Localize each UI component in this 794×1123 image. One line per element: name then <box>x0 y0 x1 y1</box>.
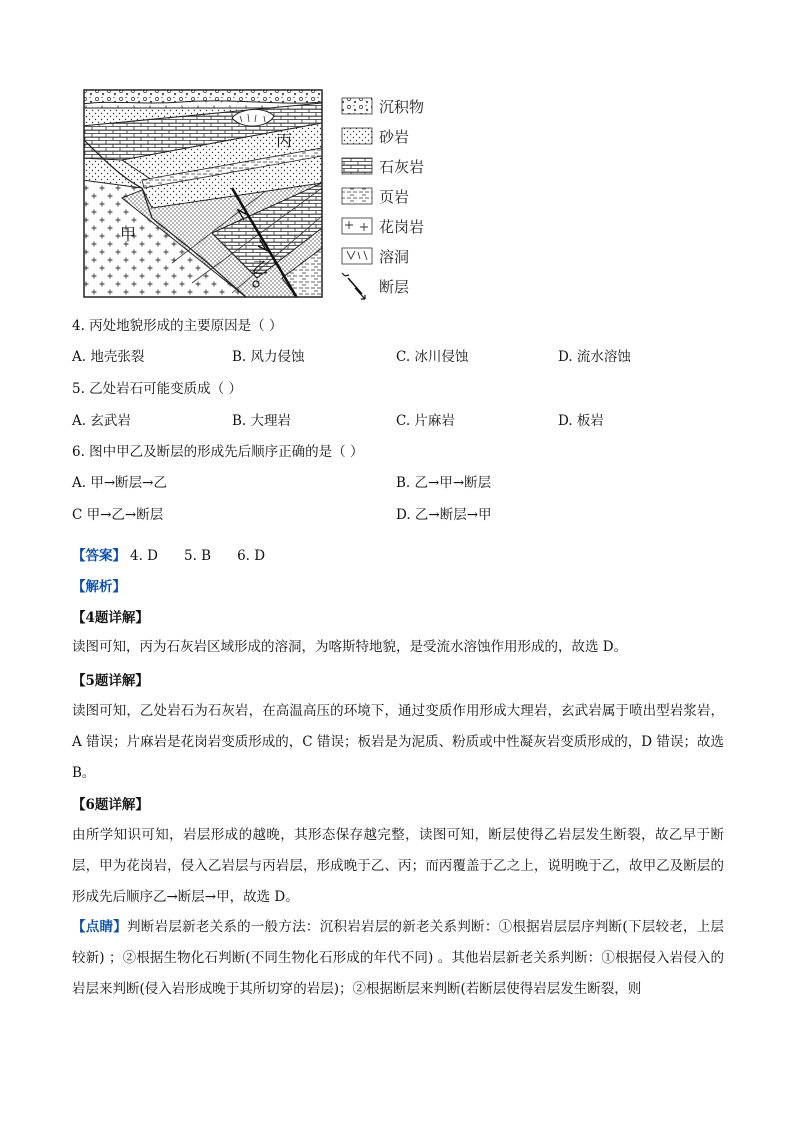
label-bing: 丙 <box>276 131 293 150</box>
question-4-option-d: D. 流水溶蚀 <box>558 349 631 365</box>
question-5-option-b: B. 大理岩 <box>232 413 292 429</box>
q5-detail-text: 读图可知，乙处岩石为石灰岩，在高温高压的环境下，通过变质作用形成大理岩，玄武岩属于喷出型岩浆岩，A 错误；片麻岩是花岗岩变质形成的，C 错误；板岩是为泥质、粉质或中性凝灰岩变质形成的，D 错误；故选 B。 <box>72 703 724 781</box>
question-4-option-a: A. 地壳张裂 <box>72 349 145 365</box>
tip-text: 判断岩层新老关系的一般方法：沉积岩岩层的新老关系判断：①根据岩层层序判断(下层较老，上层较新) ；②根据生物化石判断(不同生物化石形成的年代不同) 。其他岩层新老关系判断：①根据侵入岩侵入的岩层来判断(侵入岩形成晚于其所切穿的岩层)；②根据断层来判断(若断层使得岩层发生断裂，则 <box>72 919 725 997</box>
sediment-icon <box>342 98 372 114</box>
question-5-option-c: C. 片麻岩 <box>396 413 455 429</box>
legend-label-limestone: 石灰岩 <box>379 158 425 176</box>
label-yi: 乙 <box>252 258 269 277</box>
cave-icon <box>342 248 372 264</box>
question-5-option-a: A. 玄武岩 <box>72 413 131 429</box>
shale-icon <box>342 188 372 204</box>
answer-item-5: 5. B <box>184 548 212 564</box>
figure-legend <box>342 98 424 299</box>
q4-detail-text: 读图可知，丙为石灰岩区域形成的溶洞，为喀斯特地貌，是受流水溶蚀作用形成的，故选 D。 <box>72 639 628 655</box>
granite-icon <box>342 218 372 234</box>
legend-label-granite: 花岗岩 <box>379 218 425 236</box>
question-6-option-a: A. 甲→断层→乙 <box>72 475 167 491</box>
answer-item-6: 6. D <box>237 548 266 564</box>
answer-item-4: 4. D <box>130 548 158 564</box>
answer-line <box>72 546 265 566</box>
q5-detail-heading: 【5题详解】 <box>72 673 149 689</box>
cross-section-drawing <box>82 88 322 298</box>
legend-label-sediment: 沉积物 <box>379 98 425 116</box>
question-4-option-c: C. 冰川侵蚀 <box>396 349 469 365</box>
geologic-cross-section-figure <box>82 88 442 303</box>
answer-tag: 【答案】 <box>72 548 126 564</box>
legend-label-fault: 断层 <box>379 278 410 296</box>
q4-detail-heading: 【4题详解】 <box>72 610 149 626</box>
question-4-option-b: B. 风力侵蚀 <box>232 349 305 365</box>
legend-label-shale: 页岩 <box>379 188 410 206</box>
legend-label-sandstone: 砂岩 <box>379 128 410 146</box>
q6-detail-text: 由所学知识可知，岩层形成的越晚，其形态保存越完整，读图可知，断层使得乙岩层发生断裂，故乙早于断层，甲为花岗岩，侵入乙岩层与丙岩层，形成晚于乙、丙；而丙覆盖于乙之上，说明晚于乙，故甲乙及断层的形成先后顺序乙→断层→甲，故选 D。 <box>72 827 724 905</box>
legend-label-cave: 溶洞 <box>379 248 410 266</box>
question-6-option-d: D. 乙→断层→甲 <box>396 507 492 523</box>
question-6-option-b: B. 乙→甲→断层 <box>396 475 492 491</box>
question-4-stem: 4. 丙处地貌形成的主要原因是（ ） <box>72 318 283 334</box>
question-5-stem: 5. 乙处岩石可能变质成（ ） <box>72 381 242 397</box>
sandstone-icon <box>342 128 372 144</box>
q6-detail-heading: 【6题详解】 <box>72 797 149 813</box>
tip-tag: 【点睛】 <box>72 919 128 935</box>
tip-paragraph <box>72 912 724 1005</box>
limestone-icon <box>342 158 372 174</box>
question-5-option-d: D. 板岩 <box>558 413 604 429</box>
label-jia: 甲 <box>120 225 137 244</box>
fault-icon <box>342 273 365 299</box>
analysis-tag: 【解析】 <box>72 579 126 595</box>
question-6-option-c: C 甲→乙→断层 <box>72 507 164 523</box>
question-6-stem: 6. 图中甲乙及断层的形成先后顺序正确的是（ ） <box>72 444 364 460</box>
